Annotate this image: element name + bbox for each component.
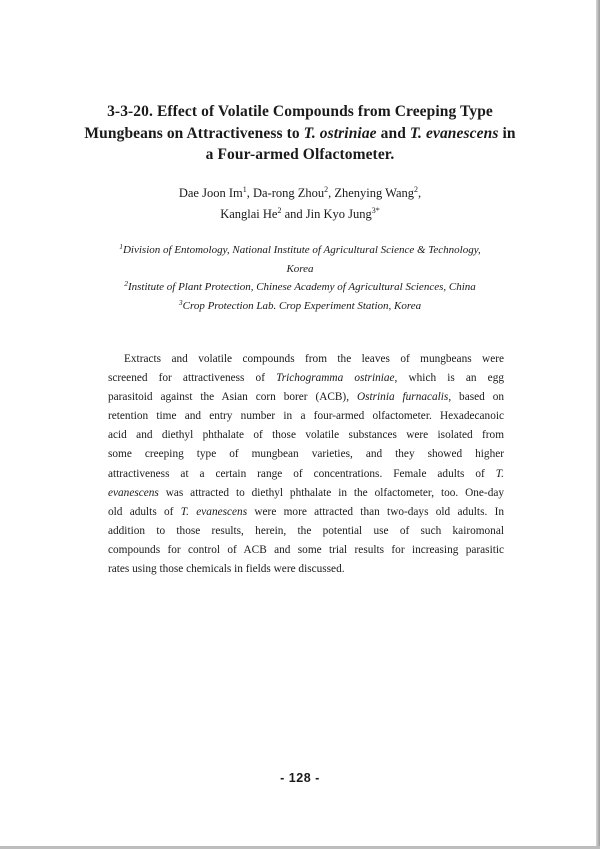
affiliation-marker: 2 [324, 185, 329, 194]
affiliation-marker: 1 [242, 185, 247, 194]
affiliation-marker: 3* [371, 206, 380, 215]
title-line-3: a Four-armed Olfactometer. [205, 146, 395, 163]
affiliation-1 [60, 241, 540, 260]
title-text: in [498, 124, 516, 142]
abstract-text: old adults of [108, 505, 181, 518]
abstract-line: some creeping type of mungbean varieties, and they showed higher [108, 448, 504, 461]
abstract-line [108, 484, 504, 503]
author-line-1 [60, 183, 540, 204]
affiliation-1-continued: Korea [286, 262, 314, 275]
abstract-text: was attracted to diethyl phthalate in the olfactometer, too. One-day [158, 486, 504, 499]
affiliation-text: Crop Protection Lab. Crop Experiment Station, Korea [182, 300, 422, 313]
title-line-2 [60, 123, 540, 145]
abstract-body [108, 350, 504, 579]
author-separator: , [328, 186, 335, 200]
affiliation-marker: 2 [414, 185, 419, 194]
title-text: and [376, 124, 410, 142]
paper-title [60, 101, 540, 166]
affiliation-text: Institute of Plant Protection, Chinese Academy of Agricultural Sciences, China [127, 281, 476, 294]
species-name: T. ostriniae [303, 124, 377, 142]
author-line-2 [60, 204, 540, 225]
author-list [60, 183, 540, 225]
abstract-line: rates using those chemicals in fields were discussed. [108, 563, 345, 576]
affiliation-3 [60, 297, 540, 316]
abstract-line: compounds for control of ACB and some trial results for increasing parasitic [108, 543, 504, 556]
species-name: Ostrinia furnacalis [356, 391, 449, 404]
affiliation-number: 3 [178, 298, 183, 308]
author-name: Da-rong Zhou [252, 186, 325, 200]
author-separator: and [281, 207, 306, 221]
title-line-1: 3-3-20. Effect of Volatile Compounds from Creeping Type [107, 103, 493, 120]
abstract-line [108, 503, 504, 522]
species-name: evanescens [108, 486, 159, 499]
abstract-line: Extracts and volatile compounds from the leaves of mungbeans were [124, 353, 504, 365]
abstract-line: addition to those results, herein, the potential use of such kairomonal [108, 524, 504, 537]
species-name: T. evanescens [180, 505, 248, 518]
abstract-line [108, 465, 504, 484]
page-edge-right [596, 0, 600, 849]
abstract-line [108, 369, 504, 388]
affiliation-text: Division of Entomology, National Institute of Agricultural Science & Technology, [122, 244, 481, 256]
author-name: Jin Kyo Jung [305, 207, 372, 221]
abstract-text: attractiveness at a certain range of concentrations. Female adults of [108, 467, 496, 480]
abstract-text: , based on [448, 391, 504, 404]
affiliation-marker: 2 [277, 206, 282, 215]
abstract-text: parasitoid against the Asian corn borer (ACB), [108, 391, 357, 404]
affiliation-list [60, 241, 540, 316]
author-name: Kanglai He [220, 207, 278, 221]
abstract-line: acid and diethyl phthalate of those volatile substances were isolated from [108, 429, 504, 442]
abstract-line: retention time and entry number in a four-armed olfactometer. Hexadecanoic [108, 410, 504, 423]
author-name: Dae Joon Im [178, 186, 243, 200]
title-text: Mungbeans on Attractiveness to [84, 124, 304, 142]
species-name: T. [495, 467, 504, 480]
affiliation-number: 2 [124, 279, 128, 289]
abstract-text: screened for attractiveness of [108, 372, 277, 385]
abstract-line [108, 388, 504, 407]
page-number: - 128 - [280, 771, 320, 785]
species-name: Trichogramma ostriniae [276, 372, 395, 385]
author-name: Zhenying Wang [334, 186, 415, 200]
author-separator: , [418, 186, 422, 200]
abstract-text: were more attracted than two-days old adults. In [247, 505, 504, 518]
author-separator: , [246, 186, 253, 200]
abstract-text: , which is an egg [394, 372, 504, 385]
affiliation-number: 1 [119, 242, 123, 251]
species-name: T. evanescens [409, 124, 499, 142]
affiliation-2 [60, 278, 540, 297]
